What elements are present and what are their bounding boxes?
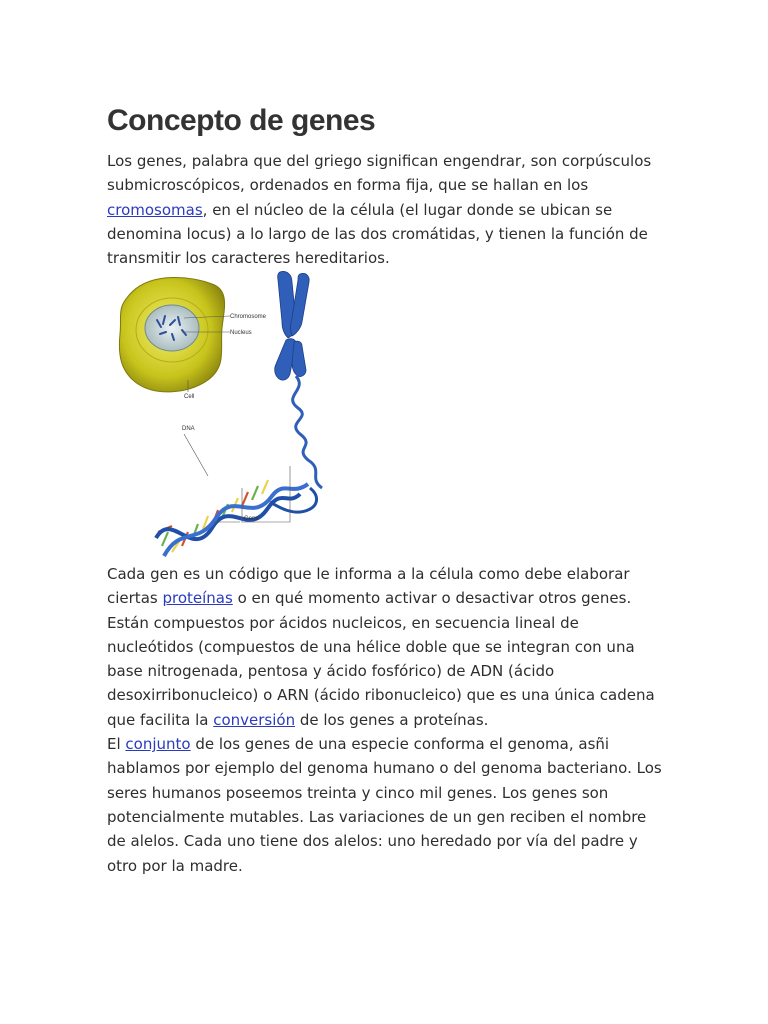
dna-helix-icon (156, 480, 308, 556)
label-chromosome: Chromosome (230, 314, 267, 320)
cell-icon (119, 277, 230, 392)
body-text-5: de los genes de una especie conforma el genoma, asñi hablamos por ejemplo del genoma humano o del genoma bacteriano. Los seres humanos poseemos treinta y cinco mil genes. Los genes son potencialmente mutables. Las variaciones de un gen reciben el nombre de alelos. Cada uno tiene dos alelos: uno heredado por vía del padre y otro por la madre. (107, 735, 662, 875)
label-dna: DNA (182, 426, 195, 432)
label-gene: Gene (244, 516, 259, 522)
body-text-4: El (107, 735, 126, 754)
body-text-2: o en qué momento activar o desactivar otros genes. Están compuestos por ácidos nucleicos, en secuencia lineal de nucleótidos (compuestos de una hélice doble que se integran con una base nitrogenada, pentosa y ácido fosfórico) de ADN (ácido desoxirribonucleico) o ARN (ácido ribonucleico) que es una única cadena que facilita la (107, 589, 655, 729)
link-conjunto[interactable]: conjunto (125, 735, 191, 754)
body-text-1: Cada gen es un código que le informa a la célula como debe elaborar ciertas (107, 565, 630, 608)
dna-strand-icon (293, 376, 322, 488)
link-conversion[interactable]: conversión (213, 710, 296, 729)
body-text-3: de los genes a proteínas. (295, 710, 489, 729)
intro-paragraph (107, 149, 667, 270)
intro-text-2: , en el núcleo de la célula (el lugar donde se ubican se denomina locus) a lo largo de las dos cromátidas, y tienen la función de transmitir los caracteres hereditarios. (107, 200, 648, 268)
link-cromosomas[interactable]: cromosomas (107, 200, 203, 219)
chromosome-icon (275, 271, 309, 380)
intro-text-1: Los genes, palabra que del griego significan engendrar, son corpúsculos submicroscópicos, ordenados en forma fija, que se hallan en los (107, 152, 652, 195)
link-proteinas[interactable]: proteínas (162, 589, 233, 608)
body-paragraph (107, 562, 667, 878)
page-title: Concepto de genes (107, 104, 376, 137)
chromosome-dna-illustration (112, 270, 342, 560)
label-nucleus: Nucleus (230, 330, 252, 336)
label-cell: Cell (184, 394, 195, 400)
